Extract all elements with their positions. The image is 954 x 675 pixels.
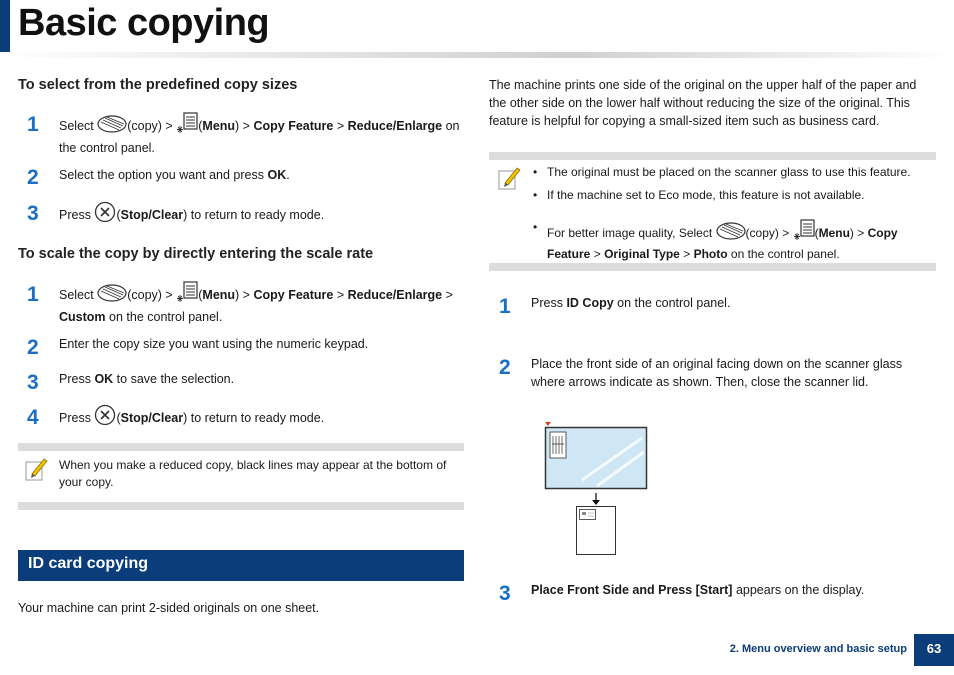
note-bullet: • The original must be placed on the scanner glass to use this feature. (547, 164, 927, 181)
copy-icon (97, 283, 127, 308)
note-bullet: • For better image quality, Select (copy) > (Menu) > Copy Feature > Original Type > Photo on the control panel. (547, 219, 927, 263)
scanner-glass-illustration (542, 420, 652, 563)
menu-icon (176, 281, 198, 308)
step-number: 4 (27, 406, 39, 429)
stop-clear-icon (94, 201, 116, 228)
section-heading-predefined: To select from the predefined copy sizes (18, 77, 298, 93)
stop-clear-icon (94, 404, 116, 431)
note-text: When you make a reduced copy, black lines may appear at the bottom of your copy. (59, 458, 447, 489)
step-text: Press (Stop/Clear) to return to ready mode. (59, 201, 464, 228)
copy-icon (716, 221, 746, 246)
note-pencil-icon (497, 165, 521, 194)
note-pencil-icon (24, 456, 48, 485)
step-text: Press OK to save the selection. (59, 372, 235, 386)
menu-icon (176, 112, 198, 139)
section-band-id-card (18, 550, 464, 581)
step-number: 2 (27, 336, 39, 359)
step-text: Place Front Side and Press [Start] appears on the display. (531, 583, 865, 597)
step-number: 3 (499, 582, 511, 605)
step-number: 3 (27, 371, 39, 394)
step-text: Enter the copy size you want using the numeric keypad. (59, 337, 369, 351)
step-text: Select (copy) > (Menu) > Copy Feature > Reduce/Enlarge on the control panel. (59, 112, 464, 157)
step-text: Press (Stop/Clear) to return to ready mode. (59, 404, 464, 431)
section-heading-scale: To scale the copy by directly entering the scale rate (18, 246, 374, 262)
step-number: 2 (499, 356, 511, 379)
step-number: 2 (27, 166, 39, 189)
title-rule (0, 52, 954, 58)
note-box (18, 443, 464, 510)
copy-icon (97, 114, 127, 139)
step-text: Press ID Copy on the control panel. (531, 296, 731, 310)
note-bullet: • If the machine set to Eco mode, this feature is not available. (547, 187, 927, 204)
menu-icon (793, 219, 815, 246)
note-box (489, 152, 936, 271)
step-number: 1 (27, 283, 39, 306)
section-band-title: ID card copying (28, 555, 149, 572)
step-text: Select the option you want and press OK. (59, 168, 290, 182)
footer-chapter: 2. Menu overview and basic setup (729, 643, 907, 655)
step-text: Select (copy) > (Menu) > Copy Feature > Reduce/Enlarge > Custom on the control panel. (59, 281, 464, 326)
step-text: Place the front side of an original facing down on the scanner glass where arrows indicate as shown. Then, close the scanner lid. (531, 357, 903, 389)
id-card-intro: Your machine can print 2-sided originals on one sheet. (18, 601, 320, 615)
step-number: 1 (27, 113, 39, 136)
step-number: 1 (499, 295, 511, 318)
page-number: 63 (914, 634, 954, 666)
page-title: Basic copying (18, 2, 270, 44)
title-accent-bar (0, 0, 10, 52)
step-number: 3 (27, 202, 39, 225)
intro-paragraph: The machine prints one side of the original on the upper half of the paper and the other side on the lower half without reducing the size of the original. This feature is helpful for copying a small-sized item such as business card. (489, 78, 917, 128)
